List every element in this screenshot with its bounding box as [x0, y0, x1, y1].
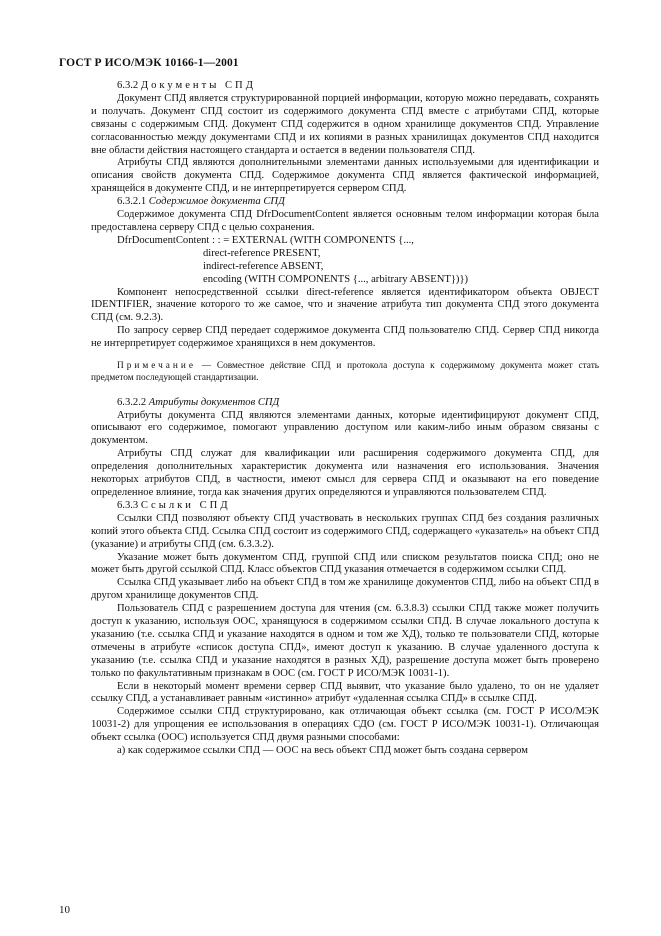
paragraph: Атрибуты СПД являются дополнительными элементами данных используемыми для идентификации и описания свойств документа СПД. Содержимое документа СПД является фактической информацией, хранящейся в документе СПД, и не интерпретируется сервером СПД. — [91, 157, 599, 195]
paragraph: Содержимое документа СПД DfrDocumentContent является основным телом информации которая была предоставлена серверу СПД с целью сохранения. — [91, 209, 599, 233]
section-heading-633: 6.3.3 Ссылки СПД — [117, 499, 231, 511]
page-number: 10 — [59, 904, 70, 916]
paragraph: Документ СПД является структурированной порцией информации, которую можно передавать, сохранять и получать. Документ СПД состоит из содержимого документа СПД вместе с атрибутами СПД, которые связаны с содержимым СПД. Документ СПД содержится в одном хранилище документов СПД. Управление согласованностью между документами СПД и их копиями в разных хранилищах документов СПД находится вне области действия настоящего стандарта и остается в ведении пользователя СПД. — [91, 92, 599, 156]
section-heading-6321: 6.3.2.1 Содержимое документа СПД — [117, 196, 285, 208]
paragraph: Ссылки СПД позволяют объекту СПД участвовать в нескольких группах СПД без создания различных копий этого объекта СПД. Ссылка СПД состоит из содержимого СПД, содержащего «указатель» на объект СПД (указание) и атрибуты СПД (см. 6.3.3.2). — [91, 512, 599, 550]
paragraph: Компонент непосредственной ссылки direct-reference является идентификатором объекта OBJECT IDENTIFIER, значение которого то же самое, что и значение атрибута тип документа СПД этого документа СПД (см. 9.2.3). — [91, 286, 599, 324]
note-label: Примечание — [117, 361, 196, 372]
paragraph: Содержимое ссылки СПД структурировано, как отличающая объект ссылка (см. ГОСТ Р ИСО/МЭК 10031-2) для упрощения ее использования в операциях СДО (см. ГОСТ Р ИСО/МЭК 10031-1). Отличающая объект ссылка (ООС) используется СПД двумя разными способами: — [91, 706, 599, 744]
note-text: — Совместное действие СПД и протокола доступа к содержимому документа может стать предметом последующей стандартизации. — [91, 361, 599, 383]
section-heading-632: 6.3.2 Документы СПД — [117, 80, 256, 91]
paragraph: Пользователь СПД с разрешением доступа для чтения (см. 6.3.8.3) ссылки СПД также может получить доступ к указанию, используя ООС, хранящуюся в содержимом ссылки СПД. В случае локального доступа к указанию (т.е. ссылка СПД и указание находятся в одном и том же ХД), только те пользователи СПД, которые отмечены в атрибуте «список доступа СПД», имеют доступ к указанию. В случае удаленного доступа к указанию (т.е. ссылка СПД и указание находятся в разных ХД), разрешение доступа может быть проверено только по факультативным признакам в ООС (см. ГОСТ Р ИСО/МЭК 10031-1). — [91, 603, 599, 679]
paragraph: Если в некоторый момент времени сервер СПД выявит, что указание было удалено, то он не удаляет ссылку СПД, а устанавливает равным «истинно» атрибут «удаленная ссылка СПД» в ссылке СПД. — [91, 680, 599, 705]
paragraph: По запросу сервер СПД передает содержимое документа СПД пользователю СПД. Сервер СПД никогда не интерпретирует содержимое хранящихся в нем документов. — [91, 325, 599, 350]
code-line: encoding (WITH COMPONENTS {..., arbitrary ABSENT})}) — [203, 273, 469, 285]
paragraph: Атрибуты документа СПД являются элементами данных, которые идентифицируют документ СПД, описывают его содержимое, помогают управлению доступом или каким-либо иным образом связаны с документом. — [91, 409, 599, 447]
page-body — [91, 80, 599, 758]
section-heading-6322: 6.3.2.2 Атрибуты документов СПД — [117, 396, 280, 408]
paragraph: Атрибуты СПД служат для квалификации или расширения содержимого документа СПД, для определения дополнительных характеристик документа или назначения его использования. Значения некоторых атрибутов СПД, в частности, имеют смысл для сервера СПД и оказывают на его поведение определенное влияние, тогда как значения других определяются и управляются пользователем СПД. — [91, 448, 599, 498]
code-line: DfrDocumentContent : : = EXTERNAL (WITH COMPONENTS {..., — [117, 234, 414, 246]
paragraph: Указание может быть документом СПД, группой СПД или списком результатов поиска СПД; оно не может быть другой ссылкой СПД. Класс объектов СПД указания отмечается в содержимом ссылки СПД. — [91, 551, 599, 576]
note — [91, 361, 599, 385]
paragraph: Ссылка СПД указывает либо на объект СПД в том же хранилище документов СПД, либо на объект СПД в другом хранилище документов СПД. — [91, 577, 599, 602]
code-line: direct-reference PRESENT, — [203, 247, 321, 259]
running-header: ГОСТ Р ИСО/МЭК 10166-1—2001 — [59, 57, 239, 69]
code-line: indirect-reference ABSENT, — [203, 260, 324, 272]
list-item: а) как содержимое ссылки СПД — ООС на весь объект СПД может быть создана сервером — [117, 745, 528, 757]
